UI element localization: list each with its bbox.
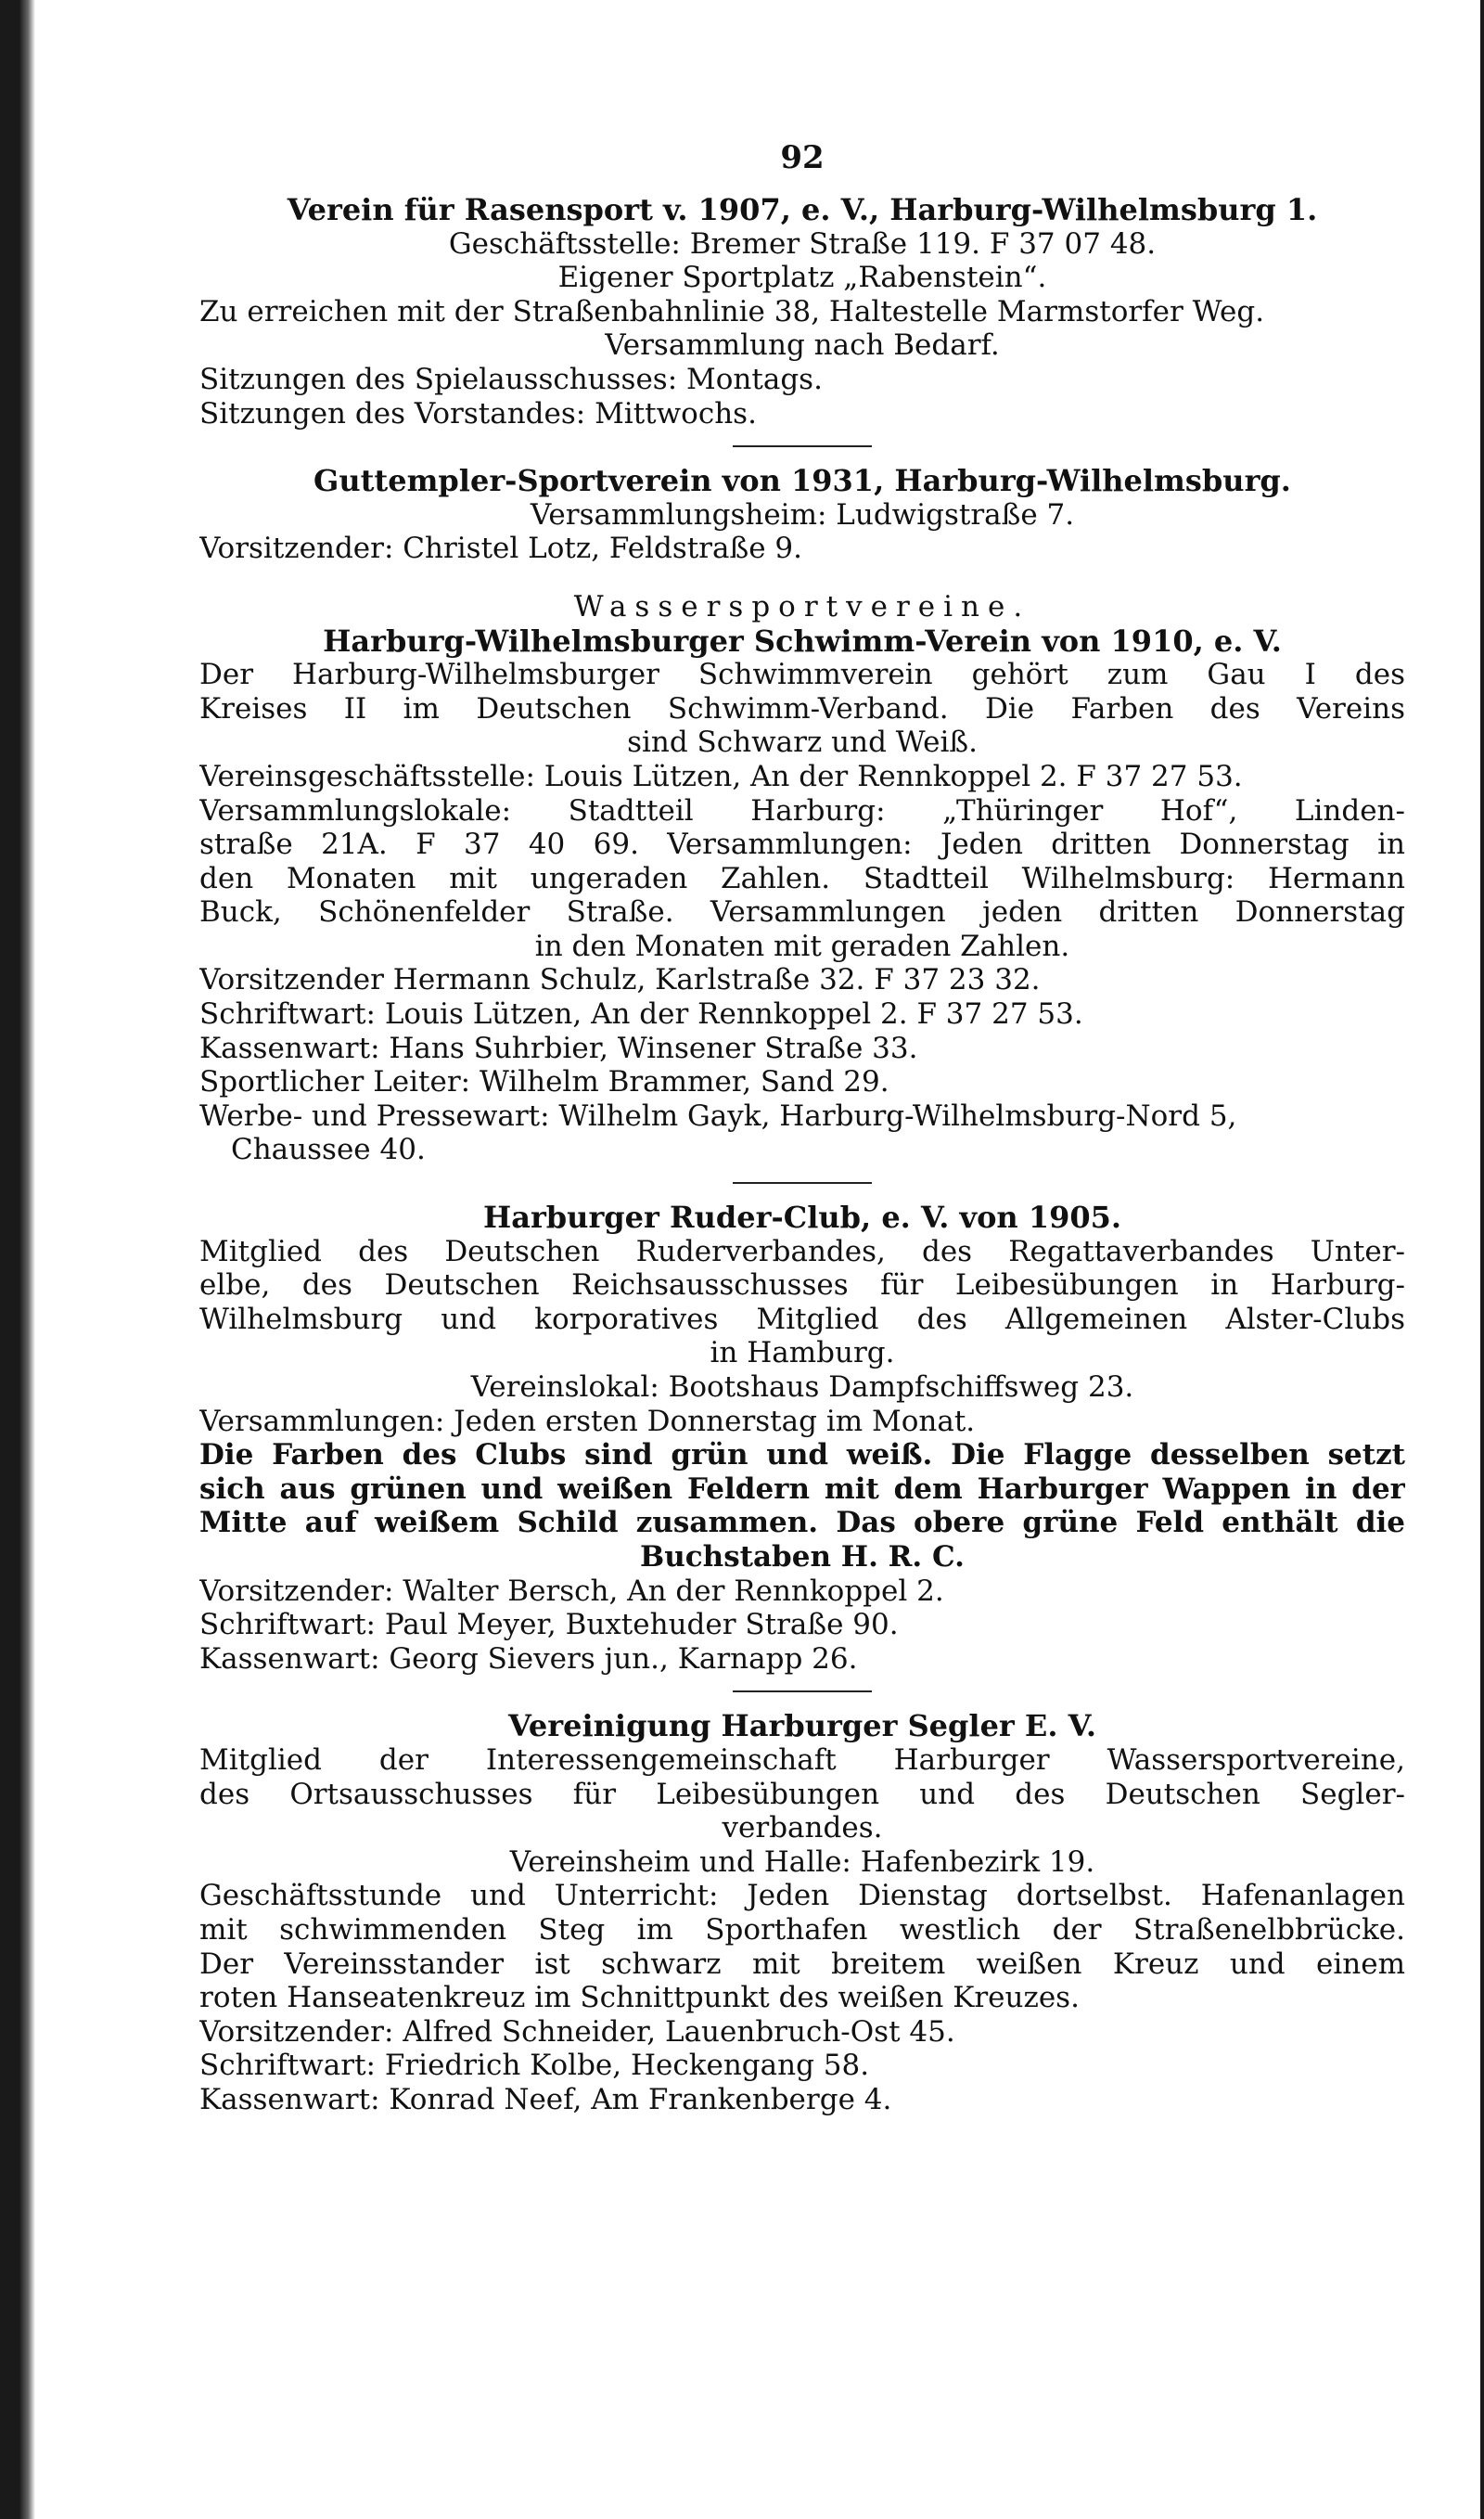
text-line: Vorsitzender: Alfred Schneider, Lauenbruch-Ost 45. xyxy=(199,2014,955,2049)
text-line: Schriftwart: Paul Meyer, Buxtehuder Straße 90. xyxy=(199,1608,899,1642)
text-line: verbandes. xyxy=(722,1811,883,1845)
text-line: Sitzungen des Vorstandes: Mittwochs. xyxy=(199,396,757,431)
text-line: Buchstaben H. R. C. xyxy=(640,1539,965,1574)
text-line: Vorsitzender: Walter Bersch, An der Rennkoppel 2. xyxy=(199,1574,944,1608)
scan-binding-edge xyxy=(0,0,35,2519)
text-line: Schriftwart: Louis Lützen, An der Rennkoppel 2. F 37 27 53. xyxy=(199,997,1083,1032)
text-line: Kassenwart: Georg Sievers jun., Karnapp 26. xyxy=(199,1641,858,1676)
text-line: Vorsitzender Hermann Schulz, Karlstraße 32. F 37 23 32. xyxy=(199,963,1041,997)
text-line: Geschäftsstelle: Bremer Straße 119. F 37 07 48. xyxy=(448,226,1157,261)
text-line: Kassenwart: Hans Suhrbier, Winsener Straße 33. xyxy=(199,1031,918,1065)
text-line: Mitglied des Deutschen Ruderverbandes, des Regattaverbandes Unter- xyxy=(199,1234,1405,1268)
text-line: Zu erreichen mit der Straßenbahnlinie 38, Haltestelle Marmstorfer Weg. xyxy=(199,294,1265,328)
section-title: Guttempler-Sportverein von 1931, Harburg-Wilhelmsburg. xyxy=(313,463,1291,499)
text-line: Der Vereinsstander ist schwarz mit breitem weißen Kreuz und einem xyxy=(199,1947,1405,1981)
text-line: Schriftwart: Friedrich Kolbe, Heckengang 58. xyxy=(199,2049,870,2083)
text-line: Die Farben des Clubs sind grün und weiß. Die Flagge desselben setzt xyxy=(199,1438,1405,1472)
text-line: Versammlungsheim: Ludwigstraße 7. xyxy=(530,497,1075,532)
section-rasensport xyxy=(199,193,1405,431)
text-line: elbe, des Deutschen Reichsausschusses für Leibesübungen in Harburg- xyxy=(199,1268,1405,1303)
text-line: Versammlung nach Bedarf. xyxy=(605,328,1000,363)
text-line: roten Hanseatenkreuz im Schnittpunkt des weißen Kreuzes. xyxy=(199,1981,1080,2015)
section-title: Harburger Ruder-Club, e. V. von 1905. xyxy=(482,1200,1122,1236)
text-line: Vorsitzender: Christel Lotz, Feldstraße 9. xyxy=(199,532,802,566)
section-divider xyxy=(733,1690,872,1692)
text-line: in Hamburg. xyxy=(710,1336,895,1370)
text-line: Kassenwart: Konrad Neef, Am Frankenberge 4. xyxy=(199,2082,892,2116)
text-line: sind Schwarz und Weiß. xyxy=(627,726,978,760)
text-line: Eigener Sportplatz „Rabenstein“. xyxy=(557,261,1047,295)
text-line: Kreises II im Deutschen Schwimm-Verband. Die Farben des Vereins xyxy=(199,691,1405,726)
text-line: in den Monaten mit geraden Zahlen. xyxy=(534,929,1070,963)
section-schwimmverein xyxy=(199,624,1405,1168)
text-line: Versammlungslokale: Stadtteil Harburg: „Thüringer Hof“, Linden- xyxy=(199,793,1405,828)
scan-right-edge xyxy=(1480,0,1484,2519)
text-line: Geschäftsstunde und Unterricht: Jeden Dienstag dortselbst. Hafenanlagen xyxy=(199,1879,1405,1913)
text-line: Versammlungen: Jeden ersten Donnerstag im Monat. xyxy=(199,1404,976,1438)
section-title: Verein für Rasensport v. 1907, e. V., Harburg-Wilhelmsburg 1. xyxy=(287,192,1318,227)
page-number: 92 xyxy=(780,139,825,176)
text-line: Vereinsgeschäftsstelle: Louis Lützen, An der Rennkoppel 2. F 37 27 53. xyxy=(199,759,1243,793)
text-line: Mitglied der Interessengemeinschaft Harburger Wassersportvereine, xyxy=(199,1742,1405,1777)
section-title: Vereinigung Harburger Segler E. V. xyxy=(508,1708,1096,1744)
text-line: Sportlicher Leiter: Wilhelm Brammer, Sand 29. xyxy=(199,1065,889,1099)
section-segler xyxy=(199,1709,1405,2116)
text-line: straße 21A. F 37 40 69. Versammlungen: Jeden dritten Donnerstag in xyxy=(199,828,1405,862)
section-ruderclub xyxy=(199,1201,1405,1676)
text-line: Vereinslokal: Bootshaus Dampfschiffsweg 23. xyxy=(470,1370,1134,1404)
text-line: Sitzungen des Spielausschusses: Montags. xyxy=(199,362,823,396)
text-line: Der Harburg-Wilhelmsburger Schwimmverein gehört zum Gau I des xyxy=(199,658,1405,692)
text-line: Werbe- und Pressewart: Wilhelm Gayk, Harburg-Wilhelmsburg-Nord 5, xyxy=(199,1099,1237,1133)
page-content xyxy=(199,130,1405,2116)
section-guttempler xyxy=(199,464,1405,566)
text-line: des Ortsausschusses für Leibesübungen und des Deutschen Segler- xyxy=(199,1777,1405,1811)
text-line: Vereinsheim und Halle: Hafenbezirk 19. xyxy=(509,1844,1095,1879)
section-divider xyxy=(733,1182,872,1184)
section-title: Harburg-Wilhelmsburger Schwimm-Verein von 1910, e. V. xyxy=(323,623,1282,659)
text-line: Wilhelmsburg und korporatives Mitglied des Allgemeinen Alster-Clubs xyxy=(199,1302,1405,1336)
text-line: sich aus grünen und weißen Feldern mit dem Harburger Wappen in der xyxy=(199,1472,1405,1506)
text-line: den Monaten mit ungeraden Zahlen. Stadtteil Wilhelmsburg: Hermann xyxy=(199,861,1405,895)
text-line: Mitte auf weißem Schild zusammen. Das obere grüne Feld enthält die xyxy=(199,1506,1405,1540)
category-heading: Wassersportvereine. xyxy=(573,589,1031,623)
text-line: Chaussee 40. xyxy=(231,1133,426,1167)
text-line: Buck, Schönenfelder Straße. Versammlungen jeden dritten Donnerstag xyxy=(199,895,1405,930)
section-divider xyxy=(733,445,872,447)
text-line: mit schwimmenden Steg im Sporthafen westlich der Straßenelbbrücke. xyxy=(199,1912,1405,1947)
